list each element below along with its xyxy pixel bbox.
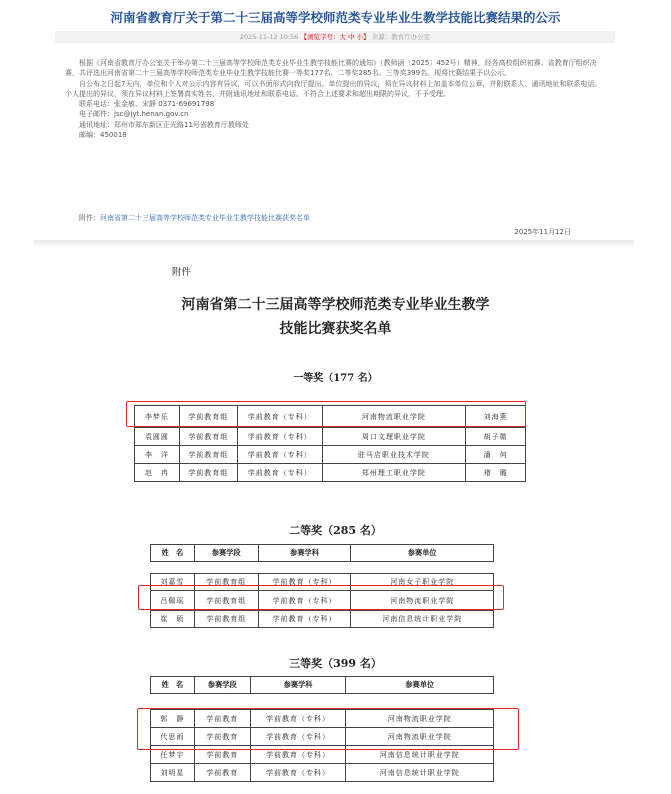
competition-unit: 河南物流职业学院: [322, 406, 466, 428]
highlight-box: [137, 708, 519, 750]
advisor-name: 刘海燕: [466, 406, 526, 428]
attachment-link[interactable]: 河南省第二十三届高等学校师范类专业毕业生教学技能比赛获奖名单: [100, 214, 310, 222]
competition-subject: 学前教育（专科）: [250, 710, 346, 728]
student-name: 吕佩瑶: [151, 591, 195, 611]
notice-title: 河南省教育厅关于第二十三届高等学校师范类专业毕业生教学技能比赛结果的公示: [110, 10, 561, 25]
competition-subject: 学前教育（专科）: [250, 764, 346, 782]
competition-subject: 学前教育（专科）: [237, 446, 322, 464]
advisor-name: 胡子微: [466, 428, 526, 446]
section-divider: [34, 240, 634, 248]
notice-date: 2025年11月12日: [514, 228, 571, 236]
competition-unit: 河南物流职业学院: [346, 710, 494, 728]
competition-group: 学前教育组: [179, 464, 237, 482]
notice-source: 来源：教育厅办公室: [371, 33, 431, 41]
competition-subject: 学前教育（专科）: [250, 728, 346, 746]
table-row: [135, 428, 526, 446]
contact-email: 电子邮件：jsc@jyt.henan.gov.cn: [79, 110, 189, 119]
second-prize-heading: 二等奖（285 名）: [289, 524, 382, 537]
contact-phone: 联系电话：张金敏、宋静 0371-69691798: [79, 100, 215, 109]
table-gap: [151, 562, 494, 574]
list-title-line-2: 技能比赛获奖名单: [279, 321, 392, 337]
competition-subject: 学前教育（专科）: [237, 464, 322, 482]
competition-group: 学前教育: [194, 746, 250, 764]
competition-group: 学前教育: [194, 710, 250, 728]
competition-subject: 学前教育（专科）: [237, 428, 322, 446]
notice-paragraph-2: 自公布之日起7天内，单位和个人对公示内容有异议，可以书面形式向我厅提出。单位提出的异议，须在异议材料上加盖本单位公章，并附联系人、通讯地址和联系电话。个人提出的异议，须在异议材料上签署真实姓名，并附通讯地址和联系电话。不符合上述要求和超出期限的异议，不予受理。: [65, 79, 602, 98]
competition-group: 学前教育组: [179, 406, 237, 428]
competition-group: 学前教育组: [194, 574, 258, 591]
publish-date: 2025-11-12 10:56: [239, 33, 299, 41]
competition-unit: 河南女子职业学院: [351, 574, 494, 591]
competition-subject: 学前教育（专科）: [237, 406, 322, 428]
competition-group: 学前教育: [194, 728, 250, 746]
notice-body: [65, 58, 605, 140]
student-name: 崔 硕: [151, 611, 195, 628]
competition-subject: 学前教育（专科）: [250, 746, 346, 764]
first-prize-heading: 一等奖（177 名）: [293, 373, 378, 384]
student-name: 代思雨: [151, 728, 195, 746]
advisor-name: 潘 何: [466, 446, 526, 464]
competition-unit: 河南物流职业学院: [346, 728, 494, 746]
competition-subject: 学前教育（专科）: [258, 611, 351, 628]
notice-meta-bar: [55, 31, 615, 43]
table-row: [151, 611, 494, 628]
font-size-switcher[interactable]: 【浏览字号：大 中 小】: [300, 33, 370, 41]
competition-group: 学前教育组: [194, 611, 258, 628]
table-header-row: [151, 545, 494, 562]
highlight-box: [126, 401, 526, 427]
competition-group: 学前教育: [194, 764, 250, 782]
competition-group: 学前教育组: [179, 428, 237, 446]
competition-unit: 河南信息统计职业学院: [346, 746, 494, 764]
column-header: 姓 名: [151, 545, 195, 562]
competition-unit: 河南信息统计职业学院: [351, 611, 494, 628]
table-row: [151, 764, 494, 782]
competition-subject: 学前教育（专科）: [258, 591, 351, 611]
student-name: 刘嘉雪: [151, 574, 195, 591]
student-name: 李梦乐: [135, 406, 180, 428]
student-name: 李 洋: [135, 446, 180, 464]
third-prize-heading: 三等奖（399 名）: [289, 657, 382, 670]
column-header: 参赛学科: [258, 545, 351, 562]
attachment-label: 附件: [172, 267, 192, 278]
competition-subject: 学前教育（专科）: [258, 574, 351, 591]
list-title-line-1: 河南省第二十三届高等学校师范类专业毕业生教学: [181, 297, 490, 313]
advisor-name: 褚 璐: [466, 464, 526, 482]
competition-group: 学前教育组: [179, 446, 237, 464]
student-name: 任梦宇: [151, 746, 195, 764]
competition-unit: 河南物流职业学院: [351, 591, 494, 611]
attachment-line: [79, 213, 310, 223]
attachment-prefix: 附件：: [79, 214, 100, 222]
student-name: 赵 冉: [135, 464, 180, 482]
competition-unit: 周口文理职业学院: [322, 428, 466, 446]
competition-unit: 驻马店职业技术学院: [322, 446, 466, 464]
column-header: 参赛学科: [250, 677, 346, 694]
contact-address: 通讯地址：郑州市郑东新区正光路11号省教育厅教师处: [79, 120, 249, 129]
table-row: [135, 464, 526, 482]
notice-paragraph-1: 根据《河南省教育厅办公室关于举办第二十三届高等学校师范类专业毕业生教学技能比赛的通知》（教师函〔2025〕452号）精神，经各高校组织初赛、省教育厅组织决赛，共评选出河南省第二十三届高等学校师范类专业毕业生教学技能比赛一等奖177名、二等奖285名、三等奖399名。现将比赛结果予以公示。: [65, 59, 597, 78]
table-header-row: [151, 677, 494, 694]
student-name: 刘明星: [151, 764, 195, 782]
competition-group: 学前教育组: [194, 591, 258, 611]
student-name: 袁圆圆: [135, 428, 180, 446]
competition-unit: 郑州理工职业学院: [322, 464, 466, 482]
student-name: 郭 静: [151, 710, 195, 728]
column-header: 参赛学段: [194, 677, 250, 694]
column-header: 姓 名: [151, 677, 195, 694]
column-header: 参赛单位: [351, 545, 494, 562]
column-header: 参赛单位: [346, 677, 494, 694]
highlight-box: [138, 585, 504, 610]
competition-unit: 河南信息统计职业学院: [346, 764, 494, 782]
contact-postcode: 邮编：450018: [79, 131, 127, 140]
table-row: [135, 446, 526, 464]
column-header: 参赛学段: [194, 545, 258, 562]
